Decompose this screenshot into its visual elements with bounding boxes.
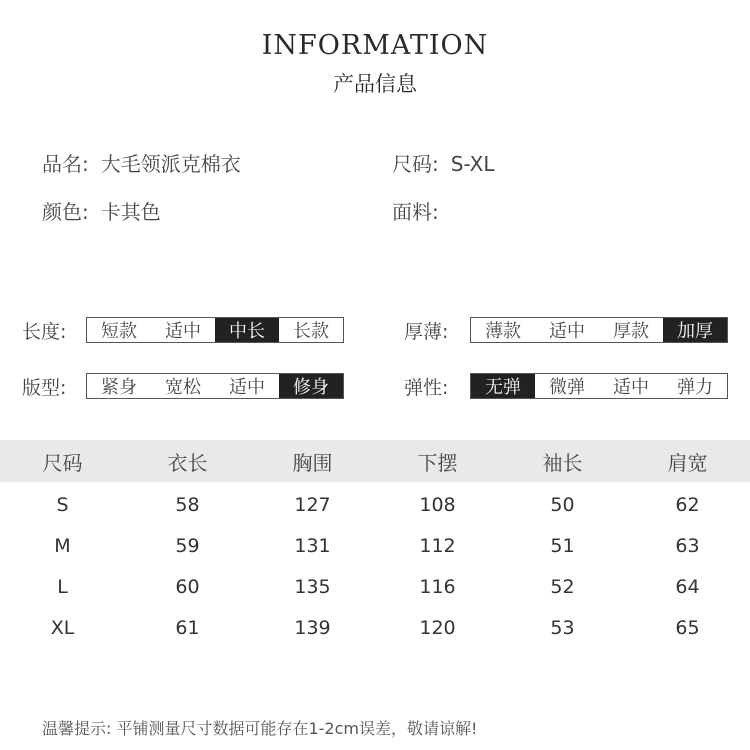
size-table-header-cell: 衣长	[167, 450, 208, 475]
attr-length-row	[22, 316, 344, 344]
size-table-cell: 53	[550, 616, 575, 639]
footnote: 温馨提示: 平铺测量尺寸数据可能存在1-2cm误差，敬请谅解!	[42, 719, 478, 738]
attr-elasticity-options	[470, 373, 728, 399]
attr-elasticity-row	[404, 372, 728, 400]
attr-fit-row	[22, 372, 344, 400]
attr-length-option: 长款	[293, 321, 329, 342]
product-color-value: 卡其色	[100, 200, 161, 224]
page-title-cn: 产品信息	[333, 72, 417, 96]
product-size-value: S-XL	[450, 152, 495, 176]
attr-fit-option: 宽松	[165, 377, 201, 398]
attr-elasticity-option: 微弹	[549, 377, 585, 398]
size-table-cell: 131	[294, 534, 331, 557]
size-table-cell: 52	[550, 575, 575, 598]
attr-length-option: 适中	[165, 321, 201, 342]
size-table-cell: 63	[675, 534, 700, 557]
attr-fit-option: 修身	[279, 374, 343, 398]
size-table-cell: L	[57, 575, 68, 598]
attr-elasticity-label: 弹性:	[404, 376, 449, 399]
size-table	[0, 440, 750, 648]
size-table-header-cell: 袖长	[542, 450, 583, 475]
product-fabric-field	[392, 196, 451, 225]
size-table-cell: 65	[675, 616, 700, 639]
size-table-cell: 60	[175, 575, 200, 598]
attr-length-option: 中长	[215, 318, 279, 342]
size-table-cell: XL	[50, 616, 75, 639]
attr-thickness-option: 薄款	[485, 321, 521, 342]
product-fabric-label: 面料:	[392, 200, 439, 224]
product-name-label: 品名:	[42, 152, 89, 176]
size-table-row	[0, 566, 750, 607]
product-color-label: 颜色:	[42, 200, 89, 224]
size-table-header-cell: 尺码	[42, 450, 83, 475]
page-title-en: INFORMATION	[261, 30, 489, 61]
size-table-cell: 139	[294, 616, 331, 639]
product-name-value: 大毛领派克棉衣	[100, 152, 241, 176]
size-table-header-cell: 下摆	[417, 450, 458, 475]
size-table-cell: 51	[550, 534, 575, 557]
attr-thickness-option: 厚款	[613, 321, 649, 342]
size-table-cell: 58	[175, 493, 200, 516]
product-size-field	[392, 148, 495, 177]
size-table-cell: 127	[294, 493, 331, 516]
attr-elasticity-option: 适中	[613, 377, 649, 398]
size-table-cell: 64	[675, 575, 700, 598]
attr-thickness-option: 加厚	[663, 318, 727, 342]
size-table-cell: 61	[175, 616, 200, 639]
attr-length-label: 长度:	[22, 320, 67, 343]
attr-length-options	[86, 317, 344, 343]
size-table-cell: 120	[419, 616, 456, 639]
product-color-field	[42, 196, 161, 225]
attr-elasticity-option: 无弹	[471, 374, 535, 398]
size-table-cell: 59	[175, 534, 200, 557]
attr-elasticity-option: 弹力	[677, 377, 713, 398]
attr-fit-option: 适中	[229, 377, 265, 398]
product-name-field	[42, 148, 241, 177]
size-table-header-cell: 肩宽	[667, 450, 708, 475]
size-table-cell: 62	[675, 493, 700, 516]
size-table-cell: S	[56, 493, 69, 516]
attr-fit-options	[86, 373, 344, 399]
product-size-label: 尺码:	[392, 152, 439, 176]
size-table-cell: 50	[550, 493, 575, 516]
attr-thickness-row	[404, 316, 728, 344]
size-table-cell: 116	[419, 575, 456, 598]
attr-length-option: 短款	[101, 321, 137, 342]
size-table-header-cell: 胸围	[292, 450, 333, 475]
size-table-cell: 108	[419, 493, 456, 516]
attr-fit-label: 版型:	[22, 376, 67, 399]
size-table-row	[0, 607, 750, 648]
size-table-row	[0, 484, 750, 525]
attr-fit-option: 紧身	[101, 377, 137, 398]
size-table-cell: 135	[294, 575, 331, 598]
attr-thickness-options	[470, 317, 728, 343]
size-table-cell: M	[54, 534, 71, 557]
attr-thickness-option: 适中	[549, 321, 585, 342]
size-table-body	[0, 484, 750, 648]
size-table-row	[0, 525, 750, 566]
size-table-header	[0, 440, 750, 482]
size-table-cell: 112	[419, 534, 456, 557]
attr-thickness-label: 厚薄:	[404, 320, 449, 343]
